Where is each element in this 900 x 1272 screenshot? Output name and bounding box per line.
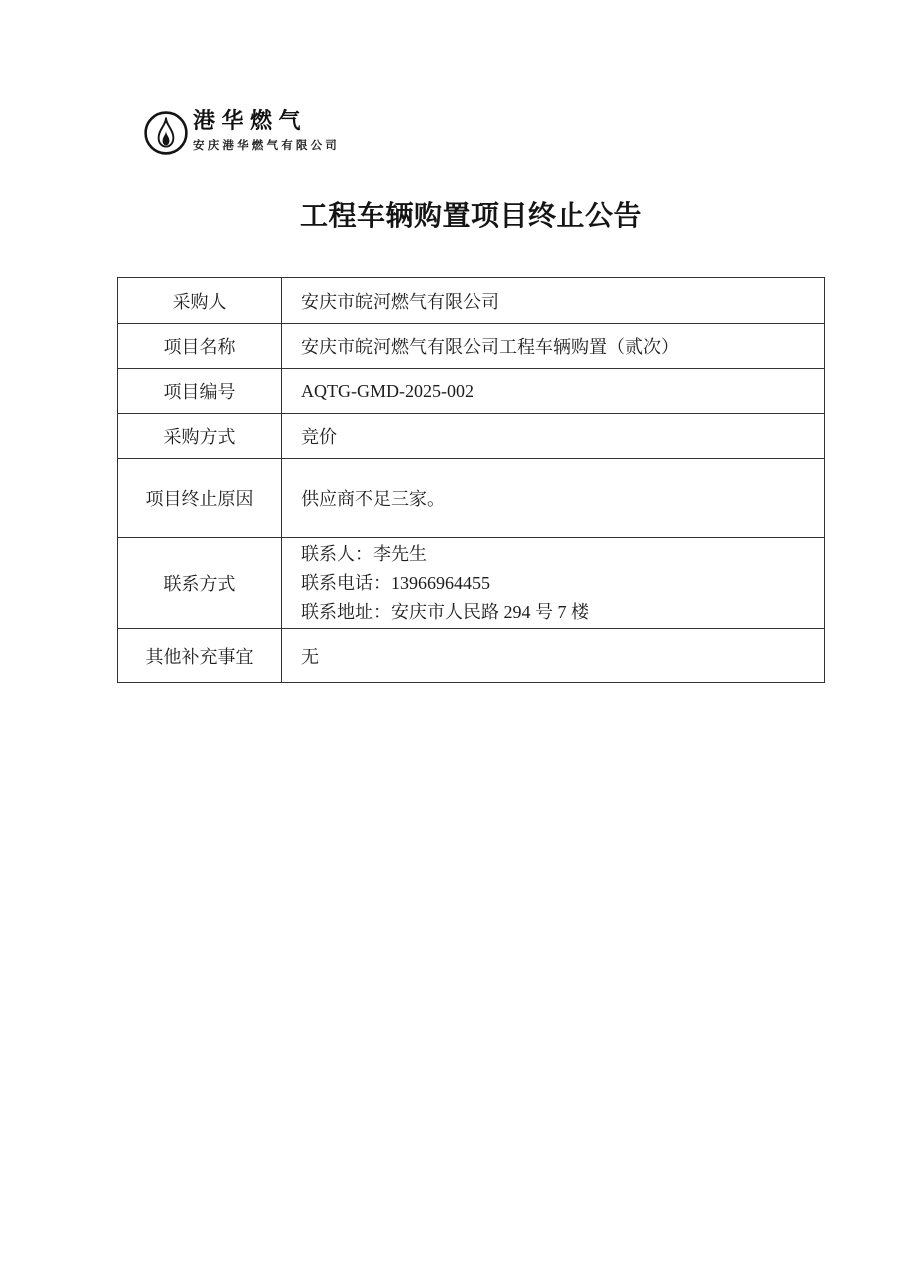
table-row-termination-reason bbox=[118, 459, 825, 538]
table-row-project-number bbox=[118, 369, 825, 414]
row-value: 安庆市皖河燃气有限公司 bbox=[282, 278, 825, 324]
table-row-contact bbox=[118, 538, 825, 629]
row-label: 项目名称 bbox=[118, 324, 282, 369]
towngas-logo bbox=[143, 110, 340, 156]
table-row-purchaser bbox=[118, 278, 825, 324]
contact-address: 联系地址：安庆市人民路 294 号 7 楼 bbox=[301, 601, 589, 622]
row-label: 项目编号 bbox=[118, 369, 282, 414]
contact-person: 联系人：李先生 bbox=[301, 543, 427, 564]
row-value: 无 bbox=[282, 629, 825, 683]
logo-brand-text: 港华燃气 bbox=[193, 109, 308, 134]
row-value bbox=[282, 538, 825, 629]
row-label: 联系方式 bbox=[118, 538, 282, 629]
table-row-project-name bbox=[118, 324, 825, 369]
row-value: AQTG-GMD-2025-002 bbox=[282, 369, 825, 414]
announcement-table bbox=[117, 277, 825, 683]
table-row-procurement-method bbox=[118, 414, 825, 459]
logo-text-block bbox=[193, 110, 340, 151]
row-value: 竞价 bbox=[282, 414, 825, 459]
table-row-other-matters bbox=[118, 629, 825, 683]
logo-company-text: 安庆港华燃气有限公司 bbox=[193, 138, 340, 152]
row-value: 安庆市皖河燃气有限公司工程车辆购置（贰次） bbox=[282, 324, 825, 369]
row-label: 采购方式 bbox=[118, 414, 282, 459]
row-value: 供应商不足三家。 bbox=[282, 459, 825, 538]
contact-phone: 联系电话：13966964455 bbox=[301, 572, 490, 593]
page-title: 工程车辆购置项目终止公告 bbox=[299, 201, 642, 232]
row-label: 采购人 bbox=[118, 278, 282, 324]
flame-circle-icon bbox=[143, 110, 189, 156]
row-label: 项目终止原因 bbox=[118, 459, 282, 538]
row-label: 其他补充事宜 bbox=[118, 629, 282, 683]
